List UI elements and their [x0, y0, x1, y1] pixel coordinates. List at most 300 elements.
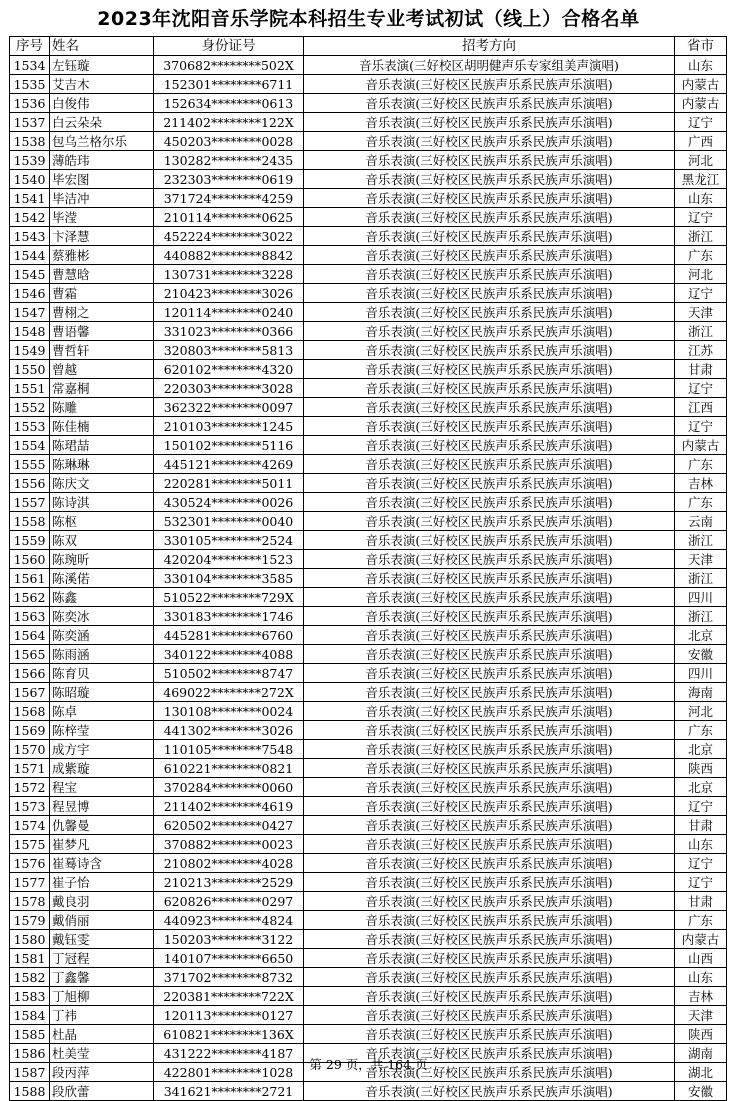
cell-id: 210423********3026: [154, 284, 304, 303]
cell-province: 安徽: [675, 645, 727, 664]
table-row: [10, 474, 727, 493]
cell-direction: 音乐表演(三好校区民族声乐系民族声乐演唱): [304, 1025, 675, 1044]
cell-id: 232303********0619: [154, 170, 304, 189]
cell-no: 1551: [10, 379, 50, 398]
cell-province: 山东: [675, 835, 727, 854]
cell-no: 1588: [10, 1082, 50, 1101]
cell-no: 1538: [10, 132, 50, 151]
cell-id: 320803********5813: [154, 341, 304, 360]
cell-name: 丁鑫馨: [50, 968, 154, 987]
cell-direction: 音乐表演(三好校区民族声乐系民族声乐演唱): [304, 987, 675, 1006]
cell-province: 浙江: [675, 607, 727, 626]
cell-direction: 音乐表演(三好校区民族声乐系民族声乐演唱): [304, 626, 675, 645]
cell-direction: 音乐表演(三好校区民族声乐系民族声乐演唱): [304, 1044, 675, 1063]
cell-direction: 音乐表演(三好校区民族声乐系民族声乐演唱): [304, 284, 675, 303]
header-id: 身份证号: [154, 37, 304, 56]
cell-name: 曹栩之: [50, 303, 154, 322]
cell-province: 江苏: [675, 341, 727, 360]
cell-no: 1582: [10, 968, 50, 987]
cell-direction: 音乐表演(三好校区民族声乐系民族声乐演唱): [304, 170, 675, 189]
cell-province: 浙江: [675, 322, 727, 341]
cell-province: 广西: [675, 132, 727, 151]
cell-id: 452224********3022: [154, 227, 304, 246]
cell-name: 杜晶: [50, 1025, 154, 1044]
cell-direction: 音乐表演(三好校区民族声乐系民族声乐演唱): [304, 778, 675, 797]
cell-id: 370882********0023: [154, 835, 304, 854]
cell-name: 崔蓦诗含: [50, 854, 154, 873]
table-row: [10, 398, 727, 417]
cell-province: 陕西: [675, 1025, 727, 1044]
cell-province: 辽宁: [675, 284, 727, 303]
cell-id: 150102********5116: [154, 436, 304, 455]
cell-no: 1553: [10, 417, 50, 436]
table-row: [10, 835, 727, 854]
cell-no: 1572: [10, 778, 50, 797]
cell-no: 1586: [10, 1044, 50, 1063]
cell-province: 安徽: [675, 1082, 727, 1101]
cell-direction: 音乐表演(三好校区民族声乐系民族声乐演唱): [304, 911, 675, 930]
cell-no: 1562: [10, 588, 50, 607]
table-header-row: [10, 37, 727, 56]
table-row: [10, 626, 727, 645]
cell-province: 山东: [675, 189, 727, 208]
table-row: [10, 569, 727, 588]
cell-no: 1566: [10, 664, 50, 683]
cell-name: 曹语馨: [50, 322, 154, 341]
cell-id: 210802********4028: [154, 854, 304, 873]
table-row: [10, 265, 727, 284]
cell-no: 1536: [10, 94, 50, 113]
cell-no: 1571: [10, 759, 50, 778]
cell-province: 辽宁: [675, 208, 727, 227]
cell-no: 1561: [10, 569, 50, 588]
cell-province: 浙江: [675, 569, 727, 588]
cell-direction: 音乐表演(三好校区民族声乐系民族声乐演唱): [304, 930, 675, 949]
cell-province: 北京: [675, 626, 727, 645]
cell-province: 山东: [675, 968, 727, 987]
cell-id: 140107********6650: [154, 949, 304, 968]
cell-province: 内蒙古: [675, 436, 727, 455]
cell-no: 1535: [10, 75, 50, 94]
cell-province: 甘肃: [675, 816, 727, 835]
cell-name: 陈昭璇: [50, 683, 154, 702]
cell-name: 仇馨曼: [50, 816, 154, 835]
cell-name: 段欣蕾: [50, 1082, 154, 1101]
cell-id: 469022********272X: [154, 683, 304, 702]
cell-no: 1576: [10, 854, 50, 873]
table-row: [10, 550, 727, 569]
cell-direction: 音乐表演(三好校区民族声乐系民族声乐演唱): [304, 455, 675, 474]
cell-direction: 音乐表演(三好校区民族声乐系民族声乐演唱): [304, 854, 675, 873]
header-name: 姓名: [50, 37, 154, 56]
cell-id: 532301********0040: [154, 512, 304, 531]
cell-id: 370682********502X: [154, 56, 304, 75]
cell-id: 211402********4619: [154, 797, 304, 816]
cell-name: 艾吉木: [50, 75, 154, 94]
table-row: [10, 246, 727, 265]
cell-no: 1570: [10, 740, 50, 759]
cell-direction: 音乐表演(三好校区民族声乐系民族声乐演唱): [304, 550, 675, 569]
cell-no: 1534: [10, 56, 50, 75]
cell-direction: 音乐表演(三好校区民族声乐系民族声乐演唱): [304, 1082, 675, 1101]
cell-province: 天津: [675, 550, 727, 569]
cell-no: 1547: [10, 303, 50, 322]
cell-no: 1568: [10, 702, 50, 721]
cell-name: 包乌兰格尔乐: [50, 132, 154, 151]
cell-direction: 音乐表演(三好校区民族声乐系民族声乐演唱): [304, 835, 675, 854]
table-row: [10, 284, 727, 303]
cell-province: 山西: [675, 949, 727, 968]
table-row: [10, 702, 727, 721]
cell-no: 1550: [10, 360, 50, 379]
cell-no: 1578: [10, 892, 50, 911]
cell-province: 甘肃: [675, 360, 727, 379]
cell-direction: 音乐表演(三好校区民族声乐系民族声乐演唱): [304, 189, 675, 208]
cell-id: 152634********0613: [154, 94, 304, 113]
cell-province: 天津: [675, 303, 727, 322]
cell-name: 陈诗淇: [50, 493, 154, 512]
table-row: [10, 531, 727, 550]
cell-province: 吉林: [675, 474, 727, 493]
cell-direction: 音乐表演(三好校区民族声乐系民族声乐演唱): [304, 379, 675, 398]
cell-province: 四川: [675, 588, 727, 607]
cell-direction: 音乐表演(三好校区民族声乐系民族声乐演唱): [304, 113, 675, 132]
cell-name: 崔子怡: [50, 873, 154, 892]
cell-direction: 音乐表演(三好校区民族声乐系民族声乐演唱): [304, 246, 675, 265]
cell-id: 620502********0427: [154, 816, 304, 835]
cell-name: 曹慧晗: [50, 265, 154, 284]
cell-id: 445121********4269: [154, 455, 304, 474]
cell-direction: 音乐表演(三好校区民族声乐系民族声乐演唱): [304, 740, 675, 759]
cell-direction: 音乐表演(三好校区民族声乐系民族声乐演唱): [304, 1063, 675, 1082]
cell-direction: 音乐表演(三好校区胡明健声乐专家组美声演唱): [304, 56, 675, 75]
cell-direction: 音乐表演(三好校区民族声乐系民族声乐演唱): [304, 303, 675, 322]
cell-name: 成方宇: [50, 740, 154, 759]
cell-id: 210103********1245: [154, 417, 304, 436]
cell-direction: 音乐表演(三好校区民族声乐系民族声乐演唱): [304, 493, 675, 512]
cell-no: 1539: [10, 151, 50, 170]
cell-province: 浙江: [675, 227, 727, 246]
cell-name: 陈鑫: [50, 588, 154, 607]
cell-province: 云南: [675, 512, 727, 531]
cell-no: 1544: [10, 246, 50, 265]
cell-no: 1569: [10, 721, 50, 740]
cell-id: 440882********8842: [154, 246, 304, 265]
cell-direction: 音乐表演(三好校区民族声乐系民族声乐演唱): [304, 208, 675, 227]
cell-id: 220303********3028: [154, 379, 304, 398]
cell-name: 陈琳琳: [50, 455, 154, 474]
cell-no: 1537: [10, 113, 50, 132]
cell-no: 1548: [10, 322, 50, 341]
table-row: [10, 968, 727, 987]
cell-id: 362322********0097: [154, 398, 304, 417]
cell-no: 1573: [10, 797, 50, 816]
cell-direction: 音乐表演(三好校区民族声乐系民族声乐演唱): [304, 702, 675, 721]
table-body: [10, 56, 727, 1101]
cell-name: 曾越: [50, 360, 154, 379]
cell-no: 1583: [10, 987, 50, 1006]
cell-id: 120113********0127: [154, 1006, 304, 1025]
cell-id: 420204********1523: [154, 550, 304, 569]
cell-name: 陈佳楠: [50, 417, 154, 436]
table-row: [10, 778, 727, 797]
cell-direction: 音乐表演(三好校区民族声乐系民族声乐演唱): [304, 417, 675, 436]
cell-province: 辽宁: [675, 379, 727, 398]
cell-name: 陈枢: [50, 512, 154, 531]
cell-no: 1584: [10, 1006, 50, 1025]
cell-no: 1557: [10, 493, 50, 512]
cell-name: 丁旭柳: [50, 987, 154, 1006]
table-row: [10, 892, 727, 911]
table-row: [10, 132, 727, 151]
cell-no: 1559: [10, 531, 50, 550]
table-row: [10, 740, 727, 759]
cell-no: 1540: [10, 170, 50, 189]
table-row: [10, 75, 727, 94]
cell-no: 1558: [10, 512, 50, 531]
cell-id: 431222********4187: [154, 1044, 304, 1063]
cell-no: 1554: [10, 436, 50, 455]
cell-no: 1555: [10, 455, 50, 474]
cell-province: 辽宁: [675, 113, 727, 132]
cell-province: 内蒙古: [675, 75, 727, 94]
table-row: [10, 930, 727, 949]
cell-id: 130108********0024: [154, 702, 304, 721]
cell-id: 152301********6711: [154, 75, 304, 94]
cell-name: 陈育贝: [50, 664, 154, 683]
cell-direction: 音乐表演(三好校区民族声乐系民族声乐演唱): [304, 797, 675, 816]
cell-direction: 音乐表演(三好校区民族声乐系民族声乐演唱): [304, 588, 675, 607]
cell-no: 1549: [10, 341, 50, 360]
cell-no: 1546: [10, 284, 50, 303]
cell-direction: 音乐表演(三好校区民族声乐系民族声乐演唱): [304, 1006, 675, 1025]
cell-name: 戴钰雯: [50, 930, 154, 949]
cell-province: 广东: [675, 721, 727, 740]
cell-direction: 音乐表演(三好校区民族声乐系民族声乐演唱): [304, 816, 675, 835]
cell-no: 1587: [10, 1063, 50, 1082]
cell-direction: 音乐表演(三好校区民族声乐系民族声乐演唱): [304, 132, 675, 151]
cell-no: 1574: [10, 816, 50, 835]
cell-no: 1563: [10, 607, 50, 626]
cell-direction: 音乐表演(三好校区民族声乐系民族声乐演唱): [304, 227, 675, 246]
cell-name: 程宝: [50, 778, 154, 797]
cell-name: 毕宏图: [50, 170, 154, 189]
table-row: [10, 645, 727, 664]
page-footer: 第 29 页，共 164 页: [309, 1057, 428, 1072]
table-row: [10, 816, 727, 835]
cell-id: 130731********3228: [154, 265, 304, 284]
cell-province: 甘肃: [675, 892, 727, 911]
cell-direction: 音乐表演(三好校区民族声乐系民族声乐演唱): [304, 436, 675, 455]
cell-id: 510502********8747: [154, 664, 304, 683]
cell-no: 1579: [10, 911, 50, 930]
cell-id: 610221********0821: [154, 759, 304, 778]
cell-direction: 音乐表演(三好校区民族声乐系民族声乐演唱): [304, 873, 675, 892]
cell-no: 1580: [10, 930, 50, 949]
table-row: [10, 854, 727, 873]
table-row: [10, 360, 727, 379]
cell-id: 150203********3122: [154, 930, 304, 949]
table-row: [10, 1082, 727, 1101]
cell-id: 130282********2435: [154, 151, 304, 170]
cell-id: 430524********0026: [154, 493, 304, 512]
cell-province: 天津: [675, 1006, 727, 1025]
cell-id: 120114********0240: [154, 303, 304, 322]
table-row: [10, 987, 727, 1006]
cell-province: 广东: [675, 246, 727, 265]
cell-province: 广东: [675, 911, 727, 930]
cell-direction: 音乐表演(三好校区民族声乐系民族声乐演唱): [304, 607, 675, 626]
cell-name: 白俊伟: [50, 94, 154, 113]
cell-direction: 音乐表演(三好校区民族声乐系民族声乐演唱): [304, 265, 675, 284]
cell-id: 330183********1746: [154, 607, 304, 626]
cell-name: 卞泽慧: [50, 227, 154, 246]
cell-name: 左钰璇: [50, 56, 154, 75]
cell-name: 程昱博: [50, 797, 154, 816]
table-row: [10, 303, 727, 322]
cell-direction: 音乐表演(三好校区民族声乐系民族声乐演唱): [304, 94, 675, 113]
cell-id: 620102********4320: [154, 360, 304, 379]
cell-no: 1545: [10, 265, 50, 284]
header-no: 序号: [10, 37, 50, 56]
cell-name: 陈珺喆: [50, 436, 154, 455]
cell-province: 内蒙古: [675, 930, 727, 949]
cell-name: 陈雕: [50, 398, 154, 417]
cell-province: 山东: [675, 56, 727, 75]
cell-province: 辽宁: [675, 873, 727, 892]
cell-name: 陈琬昕: [50, 550, 154, 569]
cell-id: 445281********6760: [154, 626, 304, 645]
table-row: [10, 170, 727, 189]
cell-no: 1541: [10, 189, 50, 208]
cell-province: 黑龙江: [675, 170, 727, 189]
cell-province: 陕西: [675, 759, 727, 778]
table-row: [10, 911, 727, 930]
cell-name: 陈庆文: [50, 474, 154, 493]
cell-name: 陈奕涵: [50, 626, 154, 645]
header-direction: 招考方向: [304, 37, 675, 56]
cell-direction: 音乐表演(三好校区民族声乐系民族声乐演唱): [304, 949, 675, 968]
cell-no: 1542: [10, 208, 50, 227]
table-row: [10, 873, 727, 892]
document-title: 2023年沈阳音乐学院本科招生专业考试初试（线上）合格名单: [97, 8, 640, 30]
cell-direction: 音乐表演(三好校区民族声乐系民族声乐演唱): [304, 398, 675, 417]
cell-id: 341621********2721: [154, 1082, 304, 1101]
cell-name: 毕滢: [50, 208, 154, 227]
cell-name: 陈雨涵: [50, 645, 154, 664]
cell-name: 陈溪偌: [50, 569, 154, 588]
cell-province: 河北: [675, 702, 727, 721]
cell-id: 440923********4824: [154, 911, 304, 930]
cell-province: 湖南: [675, 1044, 727, 1063]
cell-name: 薄皓玮: [50, 151, 154, 170]
cell-id: 422801********1028: [154, 1063, 304, 1082]
cell-direction: 音乐表演(三好校区民族声乐系民族声乐演唱): [304, 75, 675, 94]
cell-name: 曹哲轩: [50, 341, 154, 360]
cell-name: 陈双: [50, 531, 154, 550]
cell-direction: 音乐表演(三好校区民族声乐系民族声乐演唱): [304, 892, 675, 911]
cell-no: 1560: [10, 550, 50, 569]
cell-direction: 音乐表演(三好校区民族声乐系民族声乐演唱): [304, 474, 675, 493]
cell-direction: 音乐表演(三好校区民族声乐系民族声乐演唱): [304, 683, 675, 702]
admission-table: [9, 36, 727, 1101]
cell-direction: 音乐表演(三好校区民族声乐系民族声乐演唱): [304, 721, 675, 740]
cell-no: 1585: [10, 1025, 50, 1044]
cell-id: 110105********7548: [154, 740, 304, 759]
cell-id: 371724********4259: [154, 189, 304, 208]
cell-province: 北京: [675, 740, 727, 759]
cell-direction: 音乐表演(三好校区民族声乐系民族声乐演唱): [304, 645, 675, 664]
table-row: [10, 227, 727, 246]
table-row: [10, 94, 727, 113]
cell-province: 吉林: [675, 987, 727, 1006]
cell-id: 220381********722X: [154, 987, 304, 1006]
cell-name: 常嘉桐: [50, 379, 154, 398]
cell-id: 441302********3026: [154, 721, 304, 740]
table-row: [10, 759, 727, 778]
table-row: [10, 455, 727, 474]
cell-id: 620826********0297: [154, 892, 304, 911]
cell-name: 曹霜: [50, 284, 154, 303]
cell-name: 白云朵朵: [50, 113, 154, 132]
cell-direction: 音乐表演(三好校区民族声乐系民族声乐演唱): [304, 360, 675, 379]
table-row: [10, 512, 727, 531]
cell-id: 211402********122X: [154, 113, 304, 132]
cell-name: 毕洁冲: [50, 189, 154, 208]
table-row: [10, 493, 727, 512]
cell-id: 370284********0060: [154, 778, 304, 797]
cell-id: 210213********2529: [154, 873, 304, 892]
cell-no: 1543: [10, 227, 50, 246]
table-row: [10, 949, 727, 968]
cell-province: 河北: [675, 265, 727, 284]
cell-name: 陈卓: [50, 702, 154, 721]
cell-province: 北京: [675, 778, 727, 797]
cell-province: 内蒙古: [675, 94, 727, 113]
header-province: 省市: [675, 37, 727, 56]
cell-province: 广东: [675, 493, 727, 512]
cell-name: 杜美莹: [50, 1044, 154, 1063]
cell-province: 辽宁: [675, 854, 727, 873]
cell-direction: 音乐表演(三好校区民族声乐系民族声乐演唱): [304, 341, 675, 360]
cell-name: 丁冠程: [50, 949, 154, 968]
cell-direction: 音乐表演(三好校区民族声乐系民族声乐演唱): [304, 569, 675, 588]
cell-name: 戴俏丽: [50, 911, 154, 930]
table-row: [10, 341, 727, 360]
cell-province: 湖北: [675, 1063, 727, 1082]
cell-no: 1577: [10, 873, 50, 892]
table-row: [10, 189, 727, 208]
cell-province: 四川: [675, 664, 727, 683]
table-row: [10, 683, 727, 702]
cell-id: 330105********2524: [154, 531, 304, 550]
table-row: [10, 113, 727, 132]
table-row: [10, 1006, 727, 1025]
cell-direction: 音乐表演(三好校区民族声乐系民族声乐演唱): [304, 531, 675, 550]
cell-id: 331023********0366: [154, 322, 304, 341]
table-row: [10, 56, 727, 75]
cell-id: 610821********136X: [154, 1025, 304, 1044]
table-row: [10, 664, 727, 683]
cell-name: 崔梦凡: [50, 835, 154, 854]
cell-name: 戴良羽: [50, 892, 154, 911]
cell-direction: 音乐表演(三好校区民族声乐系民族声乐演唱): [304, 322, 675, 341]
table-row: [10, 797, 727, 816]
cell-id: 450203********0028: [154, 132, 304, 151]
table-row: [10, 588, 727, 607]
cell-province: 浙江: [675, 531, 727, 550]
table-row: [10, 417, 727, 436]
